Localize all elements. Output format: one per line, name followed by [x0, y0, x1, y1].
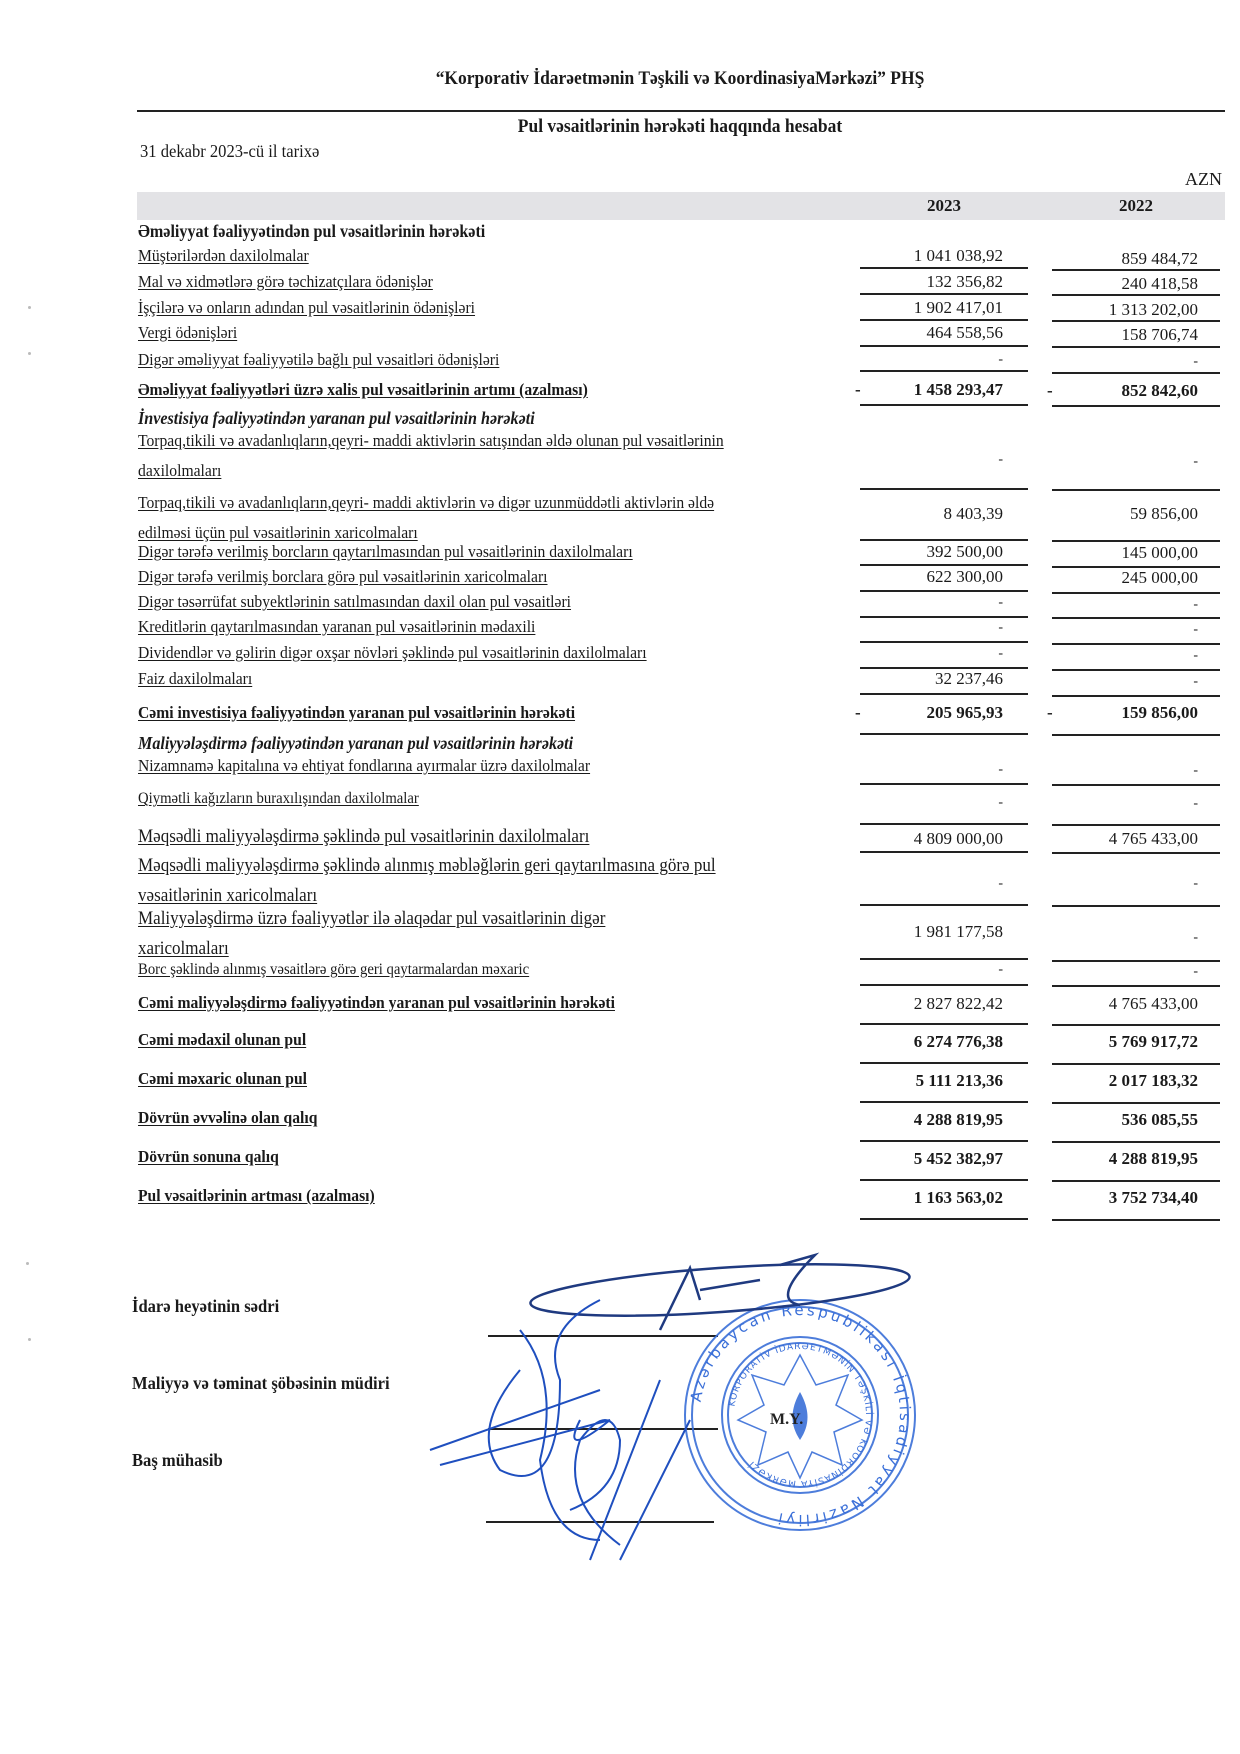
section-heading-investing: İnvestisiya fəaliyyətindən yaranan pul vəsaitlərinin hərəkəti	[138, 408, 535, 428]
row-label: Torpaq,tikili və avadanlıqların,qeyri- maddi aktivlərin satışından əldə olunan pul vəsaitlərinin daxilolmaları	[138, 431, 724, 480]
value-2022: -	[1193, 622, 1198, 637]
subtotal-2022: 159 856,00	[1121, 703, 1198, 722]
row-label: Faiz daxilolmaları	[138, 669, 253, 688]
value-2023: 132 356,82	[926, 272, 1003, 291]
value-2023: 1 041 038,92	[913, 246, 1003, 265]
row-label: Nizamnamə kapitalına və ehtiyat fondlarına ayırmalar üzrə daxilolmalar	[138, 756, 591, 775]
value-2022: -	[1193, 763, 1198, 778]
scan-artifact	[28, 352, 31, 355]
row-label: Məqsədli maliyyələşdirmə şəklində alınmış məbləğlərin geri qaytarılmasına görə pul vəsaitlərinin xaricolmaları	[138, 856, 716, 906]
value-2023: -	[998, 452, 1003, 467]
value-2022: -	[1193, 674, 1198, 689]
value-2023: 392 500,00	[926, 542, 1003, 561]
negative-sign: -	[855, 380, 861, 399]
value-2022: -	[1193, 964, 1198, 979]
value-2022: 1 313 202,00	[1108, 300, 1198, 319]
value-2022: 240 418,58	[1121, 274, 1198, 293]
subtotal-2023: 2 827 822,42	[913, 994, 1003, 1013]
value-2022: 59 856,00	[1130, 504, 1198, 523]
row-label: Digər tərəfə verilmiş borclara görə pul vəsaitlərinin xaricolmaları	[138, 567, 548, 586]
value-2023: 1 902 417,01	[913, 298, 1003, 317]
value-2023: 8 403,39	[943, 504, 1003, 523]
signature-finance-head	[430, 1300, 690, 1560]
seal-inner-text: KORPORATİV İDARƏETMƏNİN TƏŞKİLİ VƏ KOORDİNASİYA MƏRKƏZİ	[727, 1341, 874, 1489]
section-heading-operating: Əməliyyat fəaliyyətindən pul vəsaitlərinin hərəkəti	[138, 221, 486, 241]
subtotal-label-operating: Əməliyyat fəaliyyətləri üzrə xalis pul vəsaitlərinin artımı (azalması)	[138, 380, 588, 399]
value-2022: -	[1193, 354, 1198, 369]
summary-label: Pul vəsaitlərinin artması (azalması)	[138, 1186, 375, 1205]
row-label: Digər əməliyyat fəaliyyətilə bağlı pul vəsaitləri ödənişləri	[138, 350, 500, 369]
subtotal-2023: 205 965,93	[926, 703, 1003, 722]
summary-2022: 3 752 734,40	[1108, 1188, 1198, 1207]
row-label: Maliyyələşdirmə üzrə fəaliyyətlər ilə əlaqədar pul vəsaitlərinin digər xaricolmaları	[138, 909, 606, 959]
subtotal-2022: 4 765 433,00	[1108, 994, 1198, 1013]
value-2022: -	[1193, 796, 1198, 811]
value-2022: -	[1193, 648, 1198, 663]
summary-2023: 6 274 776,38	[913, 1032, 1003, 1051]
row-label: Müştərilərdən daxilolmalar	[138, 246, 309, 265]
signature-label-chief-accountant: Baş mühasib	[132, 1450, 223, 1470]
summary-label: Cəmi məxaric olunan pul	[138, 1069, 308, 1088]
value-2023: -	[998, 876, 1003, 891]
subtotal-2023: 1 458 293,47	[913, 380, 1003, 399]
summary-2023: 4 288 819,95	[913, 1110, 1003, 1129]
value-2023: 622 300,00	[926, 567, 1003, 586]
value-2023: 464 558,56	[926, 323, 1003, 342]
row-label: Məqsədli maliyyələşdirmə şəklində pul vəsaitlərinin daxilolmaları	[138, 827, 590, 847]
scan-artifact	[28, 306, 31, 309]
row-label: Qiymətli kağızların buraxılışından daxilolmalar	[138, 790, 419, 807]
row-label: Digər təsərrüfat subyektlərinin satılmasından daxil olan pul vəsaitləri	[138, 592, 572, 611]
value-2022: -	[1193, 454, 1198, 469]
report-title: Pul vəsaitlərinin hərəkəti haqqında hesabat	[517, 116, 843, 137]
section-heading-financing: Maliyyələşdirmə fəaliyyətindən yaranan pul vəsaitlərinin hərəkəti	[138, 733, 574, 753]
value-2022: -	[1193, 597, 1198, 612]
summary-label: Dövrün əvvəlinə olan qalıq	[138, 1108, 318, 1127]
value-2023: 1 981 177,58	[913, 922, 1003, 941]
signature-label-chairman: İdarə heyətinin sədri	[132, 1296, 280, 1316]
value-2022: 4 765 433,00	[1108, 829, 1198, 848]
value-2023: -	[998, 595, 1003, 610]
column-header-2022: 2022	[1119, 196, 1153, 215]
value-2023: -	[998, 620, 1003, 635]
scan-artifact	[26, 1262, 29, 1265]
value-2023: 32 237,46	[935, 669, 1003, 688]
row-label: Borc şəklində alınmış vəsaitlərə görə geri qaytarmalardan məxaric	[138, 961, 530, 978]
signature-label-finance-head: Maliyyə və təminat şöbəsinin müdiri	[132, 1373, 390, 1393]
value-2022: 145 000,00	[1121, 543, 1198, 562]
negative-sign: -	[855, 703, 861, 722]
summary-label: Cəmi mədaxil olunan pul	[138, 1030, 307, 1049]
row-label: Mal və xidmətlərə görə təchizatçılara ödənişlər	[138, 272, 433, 291]
value-2023: -	[998, 646, 1003, 661]
scan-artifact	[28, 1338, 31, 1341]
value-2022: -	[1193, 930, 1198, 945]
row-label: Digər tərəfə verilmiş borcların qaytarılmasından pul vəsaitlərinin daxilolmaları	[138, 542, 633, 561]
subtotal-label-financing: Cəmi maliyyələşdirmə fəaliyyətindən yaranan pul vəsaitlərinin hərəkəti	[138, 993, 615, 1012]
report-date: 31 dekabr 2023-cü il tarixə	[140, 141, 320, 161]
seal-outer-text: Azərbaycan Respublikası İqtisadiyyat Nazirliyi	[686, 1300, 915, 1530]
row-label: Kreditlərin qaytarılmasından yaranan pul vəsaitlərinin mədaxili	[138, 617, 536, 636]
column-header-2023: 2023	[927, 196, 961, 215]
summary-2022: 4 288 819,95	[1108, 1149, 1198, 1168]
currency-label: AZN	[1185, 169, 1222, 189]
negative-sign: -	[1047, 703, 1053, 722]
value-2023: -	[998, 762, 1003, 777]
organization-name: “Korporativ İdarəetmənin Təşkili və KoordinasiyaMərkəzi” PHŞ	[435, 68, 925, 89]
summary-label: Dövrün sonuna qalıq	[138, 1147, 279, 1166]
summary-2022: 536 085,55	[1121, 1110, 1198, 1129]
summary-2023: 5 452 382,97	[913, 1149, 1003, 1168]
subtotal-2022: 852 842,60	[1121, 381, 1198, 400]
value-2023: -	[998, 795, 1003, 810]
value-2022: 245 000,00	[1121, 568, 1198, 587]
summary-2023: 5 111 213,36	[915, 1071, 1003, 1090]
row-label: Torpaq,tikili və avadanlıqların,qeyri- maddi aktivlərin və digər uzunmüddətli aktivlərin əldə edilməsi üçün pul vəsaitlərinin xaricolmaları	[138, 493, 715, 542]
value-2023: -	[998, 352, 1003, 367]
row-label: Dividendlər və gəlirin digər oxşar növləri şəklində pul vəsaitlərinin daxilolmaları	[138, 643, 647, 662]
summary-2023: 1 163 563,02	[913, 1188, 1003, 1207]
value-2022: 859 484,72	[1121, 249, 1198, 268]
value-2022: -	[1193, 876, 1198, 891]
summary-2022: 5 769 917,72	[1108, 1032, 1198, 1051]
subtotal-label-investing: Cəmi investisiya fəaliyyətindən yaranan pul vəsaitlərinin hərəkəti	[138, 703, 576, 722]
value-2023: 4 809 000,00	[913, 829, 1003, 848]
value-2023: -	[998, 962, 1003, 977]
value-2022: 158 706,74	[1121, 325, 1198, 344]
negative-sign: -	[1047, 381, 1053, 400]
seal-mark: M.Y.	[770, 1411, 804, 1428]
row-label: İşçilərə və onların adından pul vəsaitlərinin ödənişləri	[138, 298, 476, 317]
row-label: Vergi ödənişləri	[138, 323, 238, 342]
summary-2022: 2 017 183,32	[1108, 1071, 1198, 1090]
